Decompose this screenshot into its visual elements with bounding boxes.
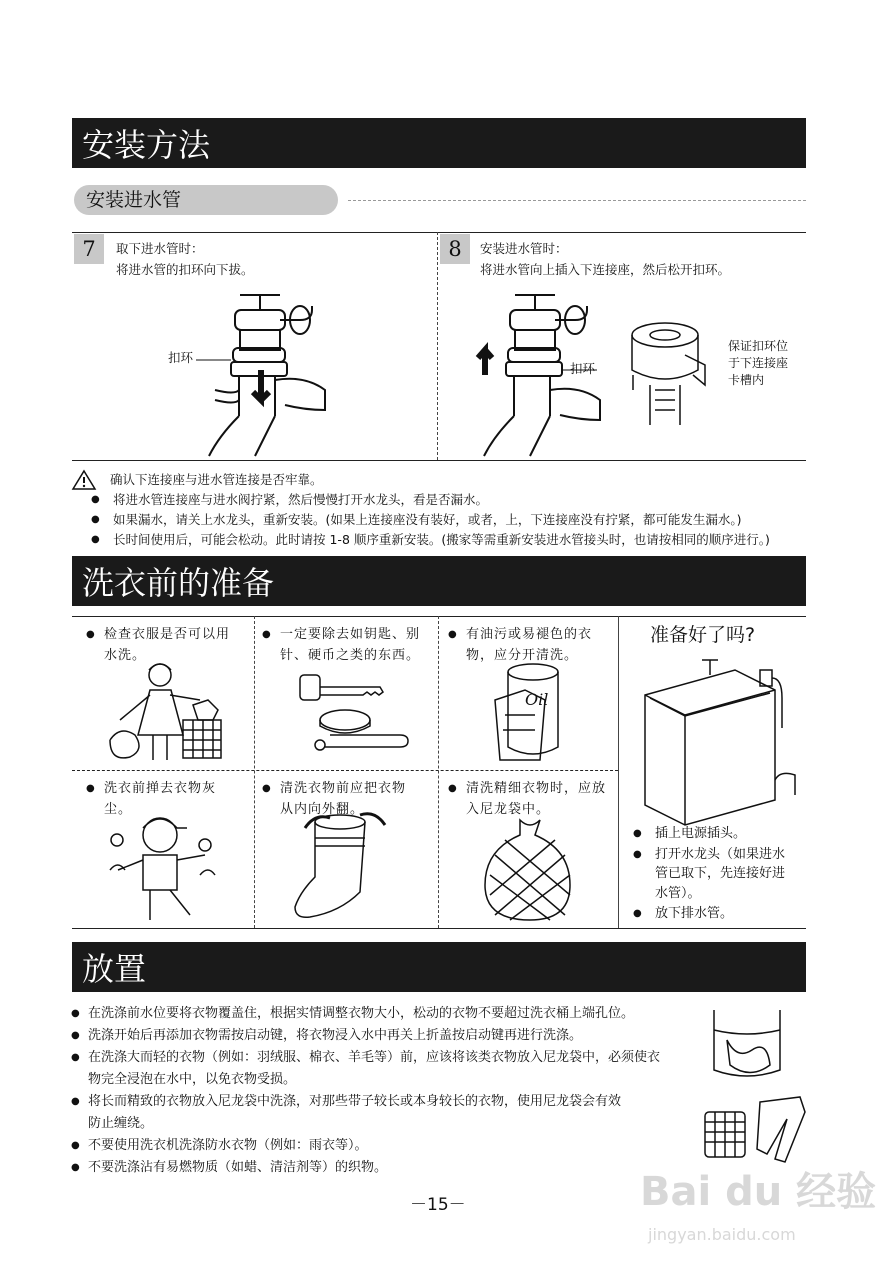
girl-laundry-illustration <box>105 660 235 765</box>
note-line: 保证扣环位 <box>728 339 789 353</box>
ring-label: 扣环 <box>168 350 194 365</box>
divider <box>72 928 806 929</box>
mesh-bag-illustration <box>480 815 580 925</box>
baidu-watermark-url: jingyan.baidu.com <box>648 1225 796 1244</box>
step-title: 取下进水管时： <box>116 241 204 256</box>
divider <box>72 616 806 617</box>
placement-item: ● 在洗涤大而轻的衣物（例如：羽绒服、棉衣、羊毛等）前，应该将该类衣物放入尼龙袋中，必须使衣 <box>88 1047 688 1069</box>
divider <box>437 232 438 460</box>
ready-title: 准备好了吗? <box>650 624 756 646</box>
section-header-place: 放置 <box>72 942 806 992</box>
placement-item: ● 不要使用洗衣机洗涤防水衣物（例如：雨衣等）。 <box>88 1135 688 1157</box>
sock-flip-illustration <box>290 810 400 925</box>
prep-tip: ● 清洗精细衣物时，应放 入尼龙袋中。 <box>448 781 607 817</box>
warning-item: ● 将进水管连接座与进水阀拧紧，然后慢慢打开水龙头，看是否漏水。 <box>113 490 488 510</box>
faucet-illustration <box>470 290 600 455</box>
warning-icon <box>72 470 96 490</box>
warning-item: ● 长时间使用后，可能会松动。此时请按 1-8 顺序重新安装。(搬家等需重新安装进水管接头时，也请按相同的顺序进行。) <box>113 530 770 550</box>
ring-label: 扣环 <box>570 361 596 376</box>
page-number: －15－ <box>410 1195 466 1215</box>
placement-item: ● 洗涤开始后再添加衣物需按启动键，将衣物浸入水中再关上折盖按启动键再进行洗涤。 <box>88 1025 688 1047</box>
prep-tip: ● 一定要除去如钥匙、别 针、硬币之类的东西。 <box>262 627 421 663</box>
connector-seat-illustration <box>625 320 725 425</box>
section-header-prep: 洗衣前的准备 <box>72 556 806 606</box>
placement-item: ● 将长而精致的衣物放入尼龙袋中洗涤，对那些带子较长或本身较长的衣物，使用尼龙袋会有效 <box>88 1091 688 1113</box>
keys-coins-illustration <box>295 665 415 765</box>
ready-item: ● 放下排水管。 <box>655 904 733 924</box>
tub-clothes-illustration <box>712 1000 782 1080</box>
oil-stain-clothes-illustration <box>485 660 575 765</box>
boy-dusting-illustration <box>105 810 225 925</box>
subsection-install-hose: 安装进水管 <box>74 185 338 215</box>
baidu-watermark: Bai du 经验 <box>640 1169 877 1215</box>
svg-text:Oil: Oil <box>525 690 549 709</box>
step-number: 7 <box>74 234 104 264</box>
divider <box>348 200 806 201</box>
divider <box>72 460 806 461</box>
warning-title: 确认下连接座与进水管连接是否牢靠。 <box>110 472 323 487</box>
step-number: 8 <box>440 234 470 264</box>
divider <box>72 232 806 233</box>
washing-machine-illustration <box>640 650 795 825</box>
placement-list <box>88 1003 688 1179</box>
placement-item-cont: 物完全浸泡在水中，以免衣物受损。 <box>88 1072 297 1087</box>
placement-item-cont: 防止缠绕。 <box>88 1116 154 1131</box>
step-desc: 将进水管的扣环向下拔。 <box>116 262 254 277</box>
prep-tip: ● 洗衣前掸去衣物灰 尘。 <box>86 781 217 817</box>
warning-item: ● 如果漏水，请关上水龙头，重新安装。(如果上连接座没有装好，或者，上，下连接座没有拧紧，都可能发生漏水。) <box>113 510 742 530</box>
note-line: 于下连接座 <box>728 356 789 370</box>
divider <box>72 770 618 771</box>
ready-item-cont: 水管）。 <box>655 886 701 901</box>
section-header-install: 安装方法 <box>72 118 806 168</box>
nylon-bag-pants-illustration <box>700 1092 810 1167</box>
placement-item: ● 在洗涤前水位要将衣物覆盖住，根据实情调整衣物大小，松动的衣物不要超过洗衣桶上端孔位。 <box>88 1003 688 1025</box>
ready-item-cont: 管已取下，先连接好进 <box>655 866 786 881</box>
prep-tip: ● 有油污或易褪色的衣 物，应分开清洗。 <box>448 627 593 663</box>
divider <box>438 616 439 928</box>
prep-tip: ● 清洗衣物前应把衣物 从内向外翻。 <box>262 781 407 817</box>
faucet-illustration <box>195 290 325 455</box>
step-title: 安装进水管时： <box>480 241 568 256</box>
divider <box>254 616 255 928</box>
note-line: 卡槽内 <box>728 373 765 387</box>
ready-item: ● 插上电源插头。 <box>655 824 746 844</box>
divider <box>618 616 619 928</box>
prep-tip: ● 检查衣服是否可以用 水洗。 <box>86 627 231 663</box>
placement-item: ● 不要洗涤沾有易燃物质（如蜡、清洁剂等）的织物。 <box>88 1157 688 1179</box>
step-desc: 将进水管向上插入下连接座，然后松开扣环。 <box>480 262 731 277</box>
ready-item: ● 打开水龙头（如果进水 <box>655 845 785 865</box>
